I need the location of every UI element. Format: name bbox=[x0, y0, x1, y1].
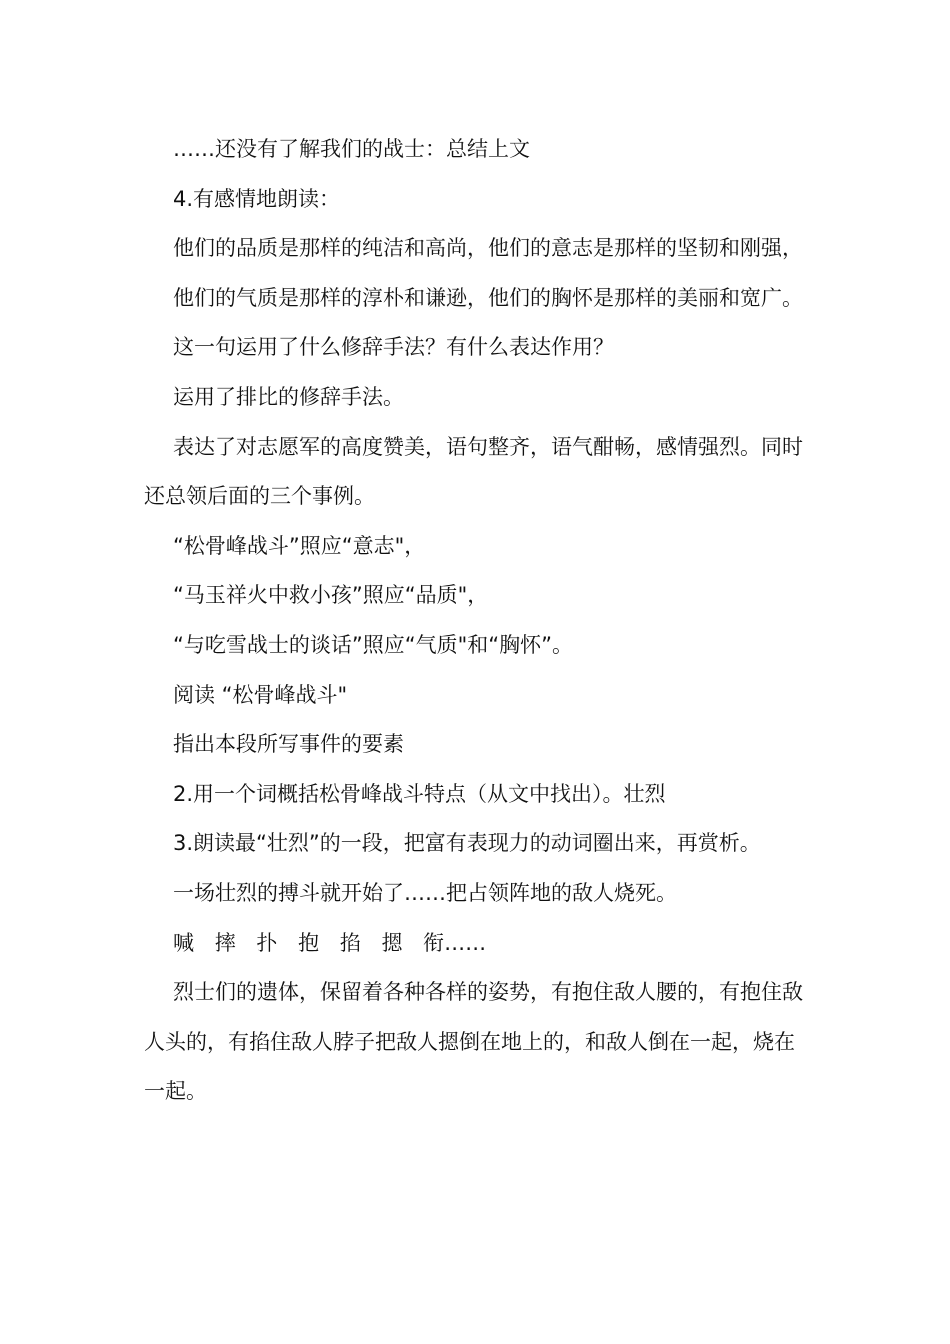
paragraph-answer-effect: 表达了对志愿军的高度赞美，语句整齐，语气酣畅，感情强烈。同时还总领后面的三个事例。 bbox=[144, 434, 803, 509]
verb-list bbox=[144, 919, 808, 969]
paragraph-answer-device: 运用了排比的修辞手法。 bbox=[173, 384, 404, 409]
paragraph-correspondence-2: “马玉祥火中救小孩”照应“品质"， bbox=[173, 583, 489, 608]
paragraph-summary: ……还没有了解我们的战士：总结上文 bbox=[173, 137, 530, 161]
paragraph-read-aloud-heading: 4.有感情地朗读： bbox=[173, 186, 341, 211]
paragraph-correspondence-1: “松骨峰战斗”照应“意志"， bbox=[173, 533, 426, 558]
verb-item: 摁 bbox=[381, 930, 403, 955]
paragraph-parallel-line-1: 他们的品质是那样的纯洁和高尚，他们的意志是那样的坚韧和刚强， bbox=[173, 236, 803, 261]
paragraph-task-elements: 指出本段所写事件的要素 bbox=[173, 732, 404, 757]
paragraph-final: 烈士们的遗体，保留着各种各样的姿势，有抱住敌人腰的，有抱住敌人头的，有掐住敌人脖子把敌人摁倒在地上的，和敌人倒在一起，烧在一起。 bbox=[144, 980, 803, 1104]
paragraph-excerpt: 一场壮烈的搏斗就开始了……把占领阵地的敌人烧死。 bbox=[173, 880, 677, 905]
paragraph-parallel-line-2: 他们的气质是那样的淳朴和谦逊，他们的胸怀是那样的美丽和宽广。 bbox=[173, 285, 803, 310]
paragraph-correspondence-3: “与吃雪战士的谈话”照应“气质"和“胸怀”。 bbox=[173, 632, 574, 657]
verb-item: 摔 bbox=[214, 930, 236, 955]
verb-item: 掐 bbox=[339, 930, 361, 955]
paragraph-task-2: 2.用一个词概括松骨峰战斗特点（从文中找出）。壮烈 bbox=[173, 781, 666, 806]
verb-item: 抱 bbox=[298, 930, 320, 955]
paragraph-reading-heading: 阅读 “松骨峰战斗" bbox=[173, 682, 348, 707]
verb-item: 扑 bbox=[256, 930, 278, 955]
verb-item: 衔…… bbox=[423, 930, 487, 955]
paragraph-question: 这一句运用了什么修辞手法？有什么表达作用？ bbox=[173, 335, 614, 360]
paragraph-task-3: 3.朗读最“壮烈”的一段，把富有表现力的动词圈出来，再赏析。 bbox=[173, 831, 761, 856]
verb-item: 喊 bbox=[173, 930, 194, 955]
document-body bbox=[144, 125, 808, 1117]
